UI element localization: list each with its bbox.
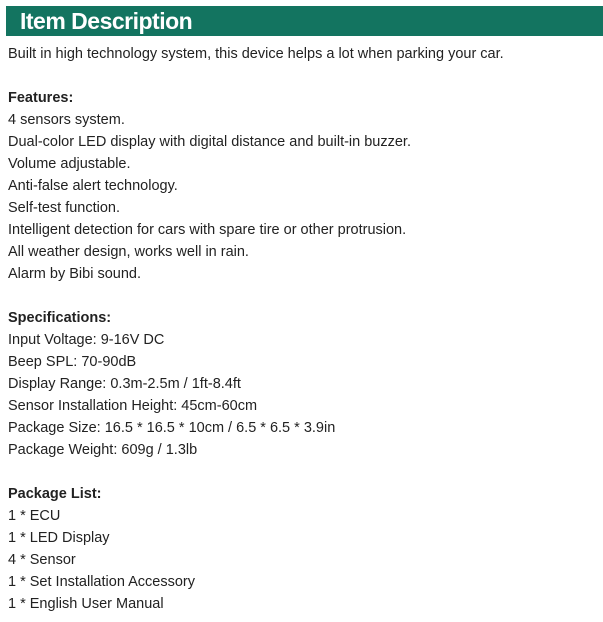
description-body xyxy=(8,43,598,615)
package-item: 1 * English User Manual xyxy=(8,596,164,612)
specifications-section xyxy=(8,307,598,461)
feature-item: Anti-false alert technology. xyxy=(8,178,178,194)
package-item: 1 * LED Display xyxy=(8,530,110,546)
spec-item: Input Voltage: 9-16V DC xyxy=(8,332,165,348)
feature-item: 4 sensors system. xyxy=(8,112,125,128)
feature-item: Dual-color LED display with digital distance and built-in buzzer. xyxy=(8,134,411,150)
features-section xyxy=(8,87,598,285)
section-title: Item Description xyxy=(20,8,193,34)
package-item: 1 * Set Installation Accessory xyxy=(8,574,195,590)
feature-item: All weather design, works well in rain. xyxy=(8,244,249,260)
package-list-section xyxy=(8,483,598,615)
spec-item: Beep SPL: 70-90dB xyxy=(8,354,137,370)
feature-item: Volume adjustable. xyxy=(8,156,131,172)
feature-item: Intelligent detection for cars with spare tire or other protrusion. xyxy=(8,222,407,238)
package-list-heading: Package List: xyxy=(8,486,102,502)
spacer xyxy=(8,461,598,483)
feature-item: Alarm by Bibi sound. xyxy=(8,266,141,282)
spec-item: Sensor Installation Height: 45cm-60cm xyxy=(8,398,258,414)
spec-item: Package Weight: 609g / 1.3lb xyxy=(8,442,198,458)
specifications-heading: Specifications: xyxy=(8,310,112,326)
feature-item: Self-test function. xyxy=(8,200,121,216)
section-header xyxy=(6,6,603,36)
spacer xyxy=(8,285,598,307)
features-heading: Features: xyxy=(8,90,74,106)
package-item: 1 * ECU xyxy=(8,508,61,524)
spec-item: Package Size: 16.5 * 16.5 * 10cm / 6.5 * 6.5 * 3.9in xyxy=(8,420,336,436)
spec-item: Display Range: 0.3m-2.5m / 1ft-8.4ft xyxy=(8,376,241,392)
spacer xyxy=(8,65,598,87)
intro-text: Built in high technology system, this device helps a lot when parking your car. xyxy=(8,46,504,62)
package-item: 4 * Sensor xyxy=(8,552,76,568)
